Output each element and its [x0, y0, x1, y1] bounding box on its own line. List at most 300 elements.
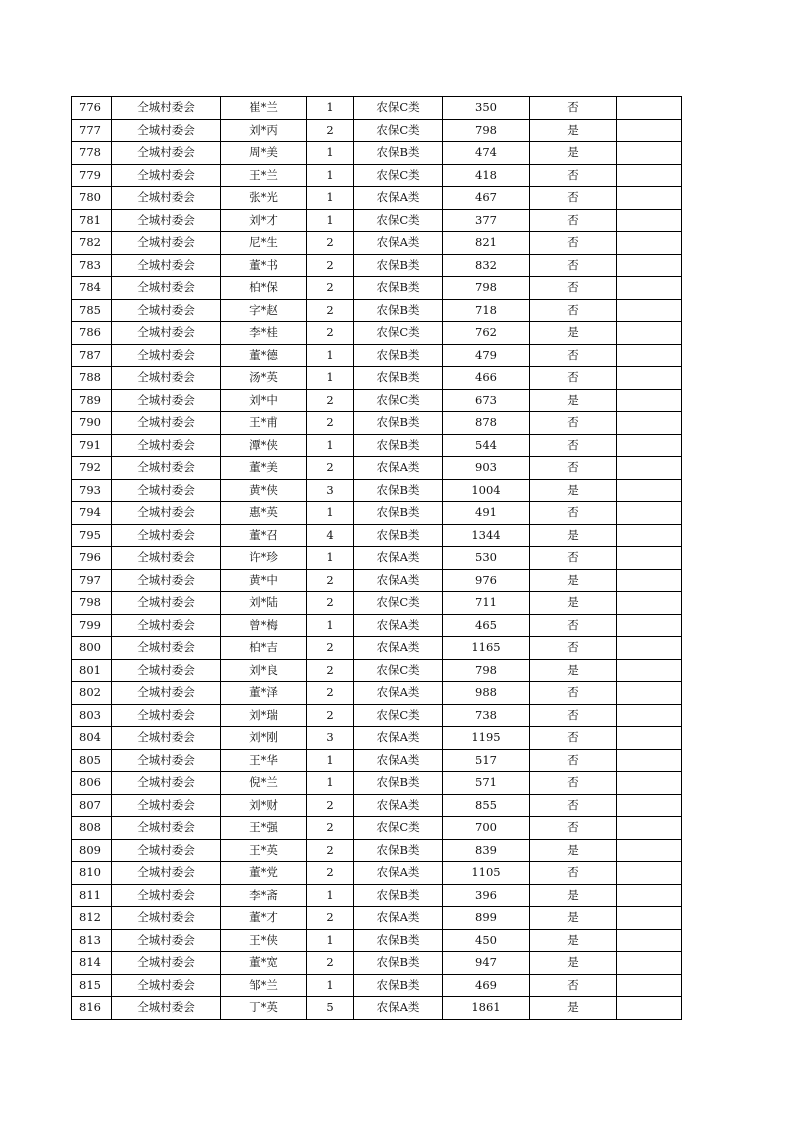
serial-number-cell: 776 [72, 97, 112, 120]
table-row [72, 569, 682, 592]
insurance-category-cell: 农保A类 [354, 862, 443, 885]
insurance-category-cell: 农保B类 [354, 974, 443, 997]
household-size-cell: 2 [307, 322, 354, 345]
insurance-category-cell: 农保B类 [354, 367, 443, 390]
household-size-cell: 1 [307, 142, 354, 165]
household-size-cell: 2 [307, 277, 354, 300]
blank-cell [617, 997, 682, 1020]
yes-no-cell: 否 [530, 794, 617, 817]
table-row [72, 389, 682, 412]
yes-no-cell: 否 [530, 412, 617, 435]
serial-number-cell: 800 [72, 637, 112, 660]
name-cell: 王*甫 [221, 412, 307, 435]
serial-number-cell: 791 [72, 434, 112, 457]
amount-cell: 544 [443, 434, 530, 457]
name-cell: 董*泽 [221, 682, 307, 705]
table-row [72, 547, 682, 570]
village-committee-cell: 仝城村委会 [112, 727, 221, 750]
yes-no-cell: 是 [530, 142, 617, 165]
name-cell: 柏*保 [221, 277, 307, 300]
serial-number-cell: 795 [72, 524, 112, 547]
table-row [72, 479, 682, 502]
table-row [72, 277, 682, 300]
table-row [72, 322, 682, 345]
village-committee-cell: 仝城村委会 [112, 524, 221, 547]
name-cell: 黄*中 [221, 569, 307, 592]
insurance-category-cell: 农保A类 [354, 637, 443, 660]
village-committee-cell: 仝城村委会 [112, 502, 221, 525]
blank-cell [617, 434, 682, 457]
name-cell: 王*强 [221, 817, 307, 840]
table-row [72, 659, 682, 682]
yes-no-cell: 否 [530, 299, 617, 322]
table-row [72, 749, 682, 772]
blank-cell [617, 502, 682, 525]
village-committee-cell: 仝城村委会 [112, 794, 221, 817]
insurance-category-cell: 农保A类 [354, 569, 443, 592]
household-size-cell: 2 [307, 232, 354, 255]
household-size-cell: 2 [307, 862, 354, 885]
yes-no-cell: 否 [530, 254, 617, 277]
village-committee-cell: 仝城村委会 [112, 254, 221, 277]
yes-no-cell: 否 [530, 97, 617, 120]
insurance-category-cell: 农保B类 [354, 277, 443, 300]
household-size-cell: 1 [307, 187, 354, 210]
blank-cell [617, 817, 682, 840]
household-size-cell: 2 [307, 682, 354, 705]
table-row [72, 727, 682, 750]
yes-no-cell: 否 [530, 502, 617, 525]
name-cell: 刘*良 [221, 659, 307, 682]
name-cell: 许*珍 [221, 547, 307, 570]
table-row [72, 119, 682, 142]
yes-no-cell: 是 [530, 929, 617, 952]
yes-no-cell: 否 [530, 547, 617, 570]
table-row [72, 929, 682, 952]
amount-cell: 474 [443, 142, 530, 165]
table-row [72, 457, 682, 480]
household-size-cell: 2 [307, 389, 354, 412]
village-committee-cell: 仝城村委会 [112, 884, 221, 907]
amount-cell: 396 [443, 884, 530, 907]
village-committee-cell: 仝城村委会 [112, 682, 221, 705]
blank-cell [617, 952, 682, 975]
serial-number-cell: 778 [72, 142, 112, 165]
household-size-cell: 1 [307, 367, 354, 390]
name-cell: 王*兰 [221, 164, 307, 187]
serial-number-cell: 793 [72, 479, 112, 502]
name-cell: 李*斋 [221, 884, 307, 907]
household-size-cell: 3 [307, 727, 354, 750]
village-committee-cell: 仝城村委会 [112, 119, 221, 142]
serial-number-cell: 783 [72, 254, 112, 277]
yes-no-cell: 否 [530, 344, 617, 367]
amount-cell: 798 [443, 659, 530, 682]
insurance-category-cell: 农保C类 [354, 389, 443, 412]
name-cell: 刘*刚 [221, 727, 307, 750]
household-size-cell: 2 [307, 254, 354, 277]
serial-number-cell: 779 [72, 164, 112, 187]
name-cell: 柏*吉 [221, 637, 307, 660]
yes-no-cell: 否 [530, 772, 617, 795]
amount-cell: 899 [443, 907, 530, 930]
serial-number-cell: 797 [72, 569, 112, 592]
blank-cell [617, 974, 682, 997]
insurance-category-cell: 农保C类 [354, 209, 443, 232]
serial-number-cell: 790 [72, 412, 112, 435]
name-cell: 王*英 [221, 839, 307, 862]
household-size-cell: 1 [307, 547, 354, 570]
village-committee-cell: 仝城村委会 [112, 704, 221, 727]
village-committee-cell: 仝城村委会 [112, 974, 221, 997]
insurance-category-cell: 农保A类 [354, 997, 443, 1020]
serial-number-cell: 798 [72, 592, 112, 615]
amount-cell: 1195 [443, 727, 530, 750]
blank-cell [617, 142, 682, 165]
blank-cell [617, 412, 682, 435]
village-committee-cell: 仝城村委会 [112, 389, 221, 412]
blank-cell [617, 659, 682, 682]
table-row [72, 232, 682, 255]
village-committee-cell: 仝城村委会 [112, 592, 221, 615]
household-size-cell: 1 [307, 97, 354, 120]
village-committee-cell: 仝城村委会 [112, 412, 221, 435]
insurance-category-cell: 农保C类 [354, 322, 443, 345]
yes-no-cell: 否 [530, 862, 617, 885]
amount-cell: 988 [443, 682, 530, 705]
table-row [72, 997, 682, 1020]
amount-cell: 469 [443, 974, 530, 997]
blank-cell [617, 389, 682, 412]
insurance-category-cell: 农保C类 [354, 817, 443, 840]
blank-cell [617, 322, 682, 345]
blank-cell [617, 884, 682, 907]
yes-no-cell: 否 [530, 277, 617, 300]
insurance-category-cell: 农保B类 [354, 142, 443, 165]
village-committee-cell: 仝城村委会 [112, 97, 221, 120]
table-row [72, 794, 682, 817]
household-size-cell: 1 [307, 974, 354, 997]
insurance-category-cell: 农保C类 [354, 119, 443, 142]
insurance-category-cell: 农保B类 [354, 344, 443, 367]
table-row [72, 344, 682, 367]
amount-cell: 418 [443, 164, 530, 187]
household-size-cell: 2 [307, 907, 354, 930]
serial-number-cell: 802 [72, 682, 112, 705]
insurance-category-cell: 农保C类 [354, 592, 443, 615]
insurance-category-cell: 农保B类 [354, 434, 443, 457]
village-committee-cell: 仝城村委会 [112, 614, 221, 637]
table-row [72, 682, 682, 705]
insurance-category-cell: 农保A类 [354, 727, 443, 750]
household-size-cell: 2 [307, 457, 354, 480]
table-row [72, 817, 682, 840]
serial-number-cell: 814 [72, 952, 112, 975]
serial-number-cell: 794 [72, 502, 112, 525]
household-size-cell: 2 [307, 569, 354, 592]
amount-cell: 832 [443, 254, 530, 277]
blank-cell [617, 299, 682, 322]
serial-number-cell: 785 [72, 299, 112, 322]
table-row [72, 952, 682, 975]
serial-number-cell: 805 [72, 749, 112, 772]
household-size-cell: 1 [307, 209, 354, 232]
insurance-category-cell: 农保B类 [354, 929, 443, 952]
blank-cell [617, 232, 682, 255]
amount-cell: 718 [443, 299, 530, 322]
blank-cell [617, 614, 682, 637]
yes-no-cell: 否 [530, 614, 617, 637]
amount-cell: 571 [443, 772, 530, 795]
amount-cell: 377 [443, 209, 530, 232]
table-row [72, 142, 682, 165]
blank-cell [617, 637, 682, 660]
name-cell: 黄*侠 [221, 479, 307, 502]
blank-cell [617, 277, 682, 300]
insurance-category-cell: 农保B类 [354, 412, 443, 435]
insurance-category-cell: 农保C类 [354, 659, 443, 682]
village-committee-cell: 仝城村委会 [112, 749, 221, 772]
serial-number-cell: 777 [72, 119, 112, 142]
serial-number-cell: 810 [72, 862, 112, 885]
name-cell: 刘*瑞 [221, 704, 307, 727]
yes-no-cell: 是 [530, 119, 617, 142]
yes-no-cell: 是 [530, 839, 617, 862]
name-cell: 崔*兰 [221, 97, 307, 120]
table-row [72, 704, 682, 727]
insurance-category-cell: 农保C类 [354, 704, 443, 727]
amount-cell: 855 [443, 794, 530, 817]
serial-number-cell: 788 [72, 367, 112, 390]
serial-number-cell: 792 [72, 457, 112, 480]
amount-cell: 491 [443, 502, 530, 525]
name-cell: 董*美 [221, 457, 307, 480]
blank-cell [617, 524, 682, 547]
household-size-cell: 2 [307, 817, 354, 840]
table-row [72, 907, 682, 930]
name-cell: 刘*才 [221, 209, 307, 232]
village-committee-cell: 仝城村委会 [112, 209, 221, 232]
village-committee-cell: 仝城村委会 [112, 862, 221, 885]
insurance-category-cell: 农保B类 [354, 772, 443, 795]
village-committee-cell: 仝城村委会 [112, 232, 221, 255]
name-cell: 周*美 [221, 142, 307, 165]
village-committee-cell: 仝城村委会 [112, 772, 221, 795]
village-committee-cell: 仝城村委会 [112, 479, 221, 502]
amount-cell: 467 [443, 187, 530, 210]
village-committee-cell: 仝城村委会 [112, 367, 221, 390]
serial-number-cell: 799 [72, 614, 112, 637]
serial-number-cell: 815 [72, 974, 112, 997]
village-committee-cell: 仝城村委会 [112, 637, 221, 660]
yes-no-cell: 是 [530, 907, 617, 930]
serial-number-cell: 796 [72, 547, 112, 570]
amount-cell: 517 [443, 749, 530, 772]
village-committee-cell: 仝城村委会 [112, 839, 221, 862]
serial-number-cell: 786 [72, 322, 112, 345]
amount-cell: 530 [443, 547, 530, 570]
household-size-cell: 4 [307, 524, 354, 547]
table-row [72, 209, 682, 232]
table-row [72, 592, 682, 615]
blank-cell [617, 254, 682, 277]
serial-number-cell: 787 [72, 344, 112, 367]
table-row [72, 772, 682, 795]
household-size-cell: 1 [307, 614, 354, 637]
village-committee-cell: 仝城村委会 [112, 569, 221, 592]
blank-cell [617, 704, 682, 727]
name-cell: 王*侠 [221, 929, 307, 952]
amount-cell: 711 [443, 592, 530, 615]
table-row [72, 502, 682, 525]
blank-cell [617, 547, 682, 570]
insurance-category-cell: 农保B类 [354, 254, 443, 277]
serial-number-cell: 789 [72, 389, 112, 412]
name-cell: 刘*中 [221, 389, 307, 412]
name-cell: 董*德 [221, 344, 307, 367]
amount-cell: 821 [443, 232, 530, 255]
insurance-category-cell: 农保A类 [354, 232, 443, 255]
name-cell: 曾*梅 [221, 614, 307, 637]
table-row [72, 187, 682, 210]
household-size-cell: 2 [307, 952, 354, 975]
village-committee-cell: 仝城村委会 [112, 952, 221, 975]
blank-cell [617, 749, 682, 772]
serial-number-cell: 781 [72, 209, 112, 232]
amount-cell: 878 [443, 412, 530, 435]
insurance-category-cell: 农保A类 [354, 749, 443, 772]
yes-no-cell: 否 [530, 367, 617, 390]
table-row [72, 434, 682, 457]
village-committee-cell: 仝城村委会 [112, 817, 221, 840]
insurance-category-cell: 农保A类 [354, 794, 443, 817]
blank-cell [617, 592, 682, 615]
table-row [72, 614, 682, 637]
amount-cell: 1861 [443, 997, 530, 1020]
insurance-category-cell: 农保B类 [354, 299, 443, 322]
table-row [72, 412, 682, 435]
village-committee-cell: 仝城村委会 [112, 142, 221, 165]
yes-no-cell: 否 [530, 817, 617, 840]
amount-cell: 673 [443, 389, 530, 412]
insurance-category-cell: 农保A类 [354, 457, 443, 480]
serial-number-cell: 780 [72, 187, 112, 210]
yes-no-cell: 是 [530, 479, 617, 502]
name-cell: 字*赵 [221, 299, 307, 322]
yes-no-cell: 否 [530, 187, 617, 210]
yes-no-cell: 是 [530, 997, 617, 1020]
serial-number-cell: 813 [72, 929, 112, 952]
table-row [72, 974, 682, 997]
data-table [71, 96, 682, 1020]
amount-cell: 976 [443, 569, 530, 592]
amount-cell: 798 [443, 119, 530, 142]
table-row [72, 862, 682, 885]
amount-cell: 947 [443, 952, 530, 975]
serial-number-cell: 804 [72, 727, 112, 750]
name-cell: 倪*兰 [221, 772, 307, 795]
household-size-cell: 1 [307, 164, 354, 187]
insurance-category-cell: 农保A类 [354, 187, 443, 210]
yes-no-cell: 否 [530, 434, 617, 457]
village-committee-cell: 仝城村委会 [112, 929, 221, 952]
amount-cell: 700 [443, 817, 530, 840]
village-committee-cell: 仝城村委会 [112, 659, 221, 682]
blank-cell [617, 862, 682, 885]
blank-cell [617, 569, 682, 592]
serial-number-cell: 801 [72, 659, 112, 682]
blank-cell [617, 164, 682, 187]
insurance-category-cell: 农保A类 [354, 682, 443, 705]
serial-number-cell: 806 [72, 772, 112, 795]
name-cell: 丁*英 [221, 997, 307, 1020]
name-cell: 李*桂 [221, 322, 307, 345]
yes-no-cell: 是 [530, 592, 617, 615]
household-size-cell: 2 [307, 659, 354, 682]
table-row [72, 884, 682, 907]
blank-cell [617, 97, 682, 120]
yes-no-cell: 否 [530, 682, 617, 705]
village-committee-cell: 仝城村委会 [112, 187, 221, 210]
household-size-cell: 3 [307, 479, 354, 502]
serial-number-cell: 807 [72, 794, 112, 817]
name-cell: 董*召 [221, 524, 307, 547]
insurance-category-cell: 农保B类 [354, 952, 443, 975]
name-cell: 董*宽 [221, 952, 307, 975]
serial-number-cell: 784 [72, 277, 112, 300]
village-committee-cell: 仝城村委会 [112, 997, 221, 1020]
table-row [72, 254, 682, 277]
serial-number-cell: 809 [72, 839, 112, 862]
blank-cell [617, 209, 682, 232]
name-cell: 潭*侠 [221, 434, 307, 457]
blank-cell [617, 367, 682, 390]
insurance-category-cell: 农保C类 [354, 97, 443, 120]
table-row [72, 164, 682, 187]
amount-cell: 466 [443, 367, 530, 390]
serial-number-cell: 816 [72, 997, 112, 1020]
blank-cell [617, 344, 682, 367]
serial-number-cell: 803 [72, 704, 112, 727]
household-size-cell: 2 [307, 412, 354, 435]
name-cell: 邹*兰 [221, 974, 307, 997]
household-size-cell: 1 [307, 502, 354, 525]
name-cell: 董*书 [221, 254, 307, 277]
table-row [72, 97, 682, 120]
household-size-cell: 1 [307, 749, 354, 772]
insurance-category-cell: 农保A类 [354, 614, 443, 637]
name-cell: 王*华 [221, 749, 307, 772]
yes-no-cell: 否 [530, 164, 617, 187]
household-size-cell: 2 [307, 592, 354, 615]
blank-cell [617, 727, 682, 750]
yes-no-cell: 否 [530, 457, 617, 480]
village-committee-cell: 仝城村委会 [112, 434, 221, 457]
household-size-cell: 5 [307, 997, 354, 1020]
yes-no-cell: 否 [530, 749, 617, 772]
household-size-cell: 1 [307, 344, 354, 367]
yes-no-cell: 是 [530, 659, 617, 682]
insurance-category-cell: 农保A类 [354, 907, 443, 930]
yes-no-cell: 否 [530, 209, 617, 232]
amount-cell: 738 [443, 704, 530, 727]
yes-no-cell: 否 [530, 974, 617, 997]
village-committee-cell: 仝城村委会 [112, 322, 221, 345]
amount-cell: 1165 [443, 637, 530, 660]
amount-cell: 465 [443, 614, 530, 637]
amount-cell: 1004 [443, 479, 530, 502]
blank-cell [617, 682, 682, 705]
